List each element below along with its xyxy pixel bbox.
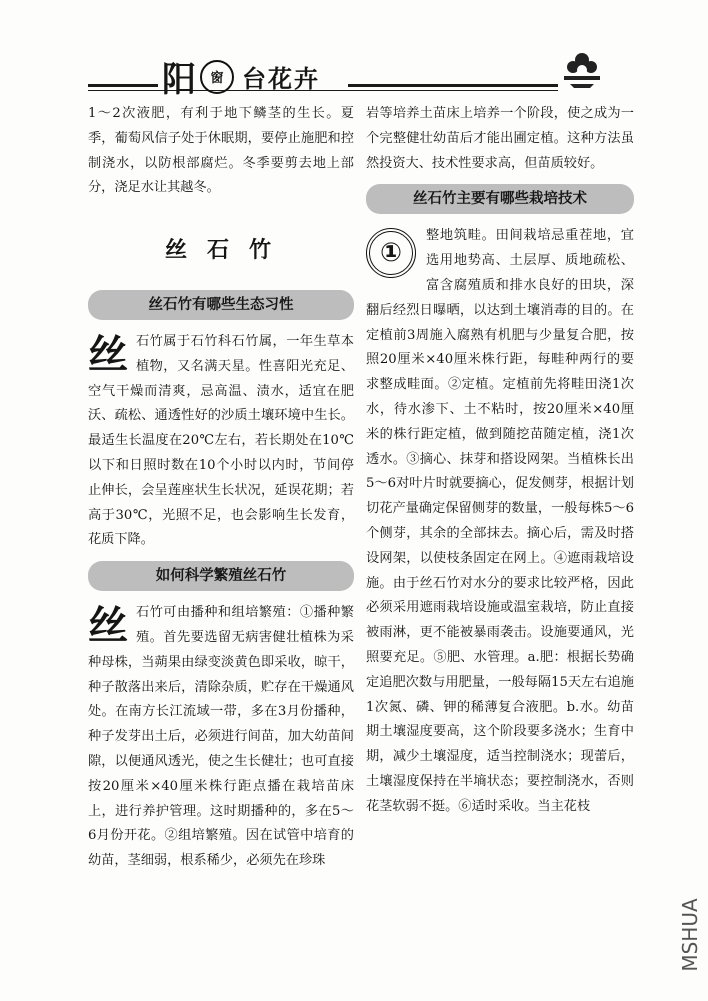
section-text: 整地筑畦。田间栽培忌重茬地，宜选用地势高、土层厚、质地疏松、富含腐殖质和排水良好的田块，深翻后经烈日曝晒，以达到土壤消毒的目的。在定植前3周施入腐熟有机肥与少量复合肥，按照20厘米×40厘米株行距，每畦种两行的要求整成畦面。②定植。定植前先将畦田浇1次水，待水渗下、土不粘时，按20厘米×40厘米的株行距定植，做到随挖苗随定植，浇1次透水。③摘心、抹芽和搭设网架。当植株长出5～6对叶片时就要摘心，促发侧芽，根据计划切花产量确定保留侧芽的数量，一般每株5～6个侧芽，其余的全部抹去。摘心后，需及时搭设网架，以使枝条固定在网上。④遮雨栽培设施。由于丝石竹对水分的要求比较严格，因此必须采用遮雨栽培设施或温室栽培，防止直接被雨淋，更不能被暴雨袭击。设施要通风，光照要充足。⑤肥、水管理。a.肥：根据长势确定追肥次数与用肥量，一般每隔15天左右追施1次氮、磷、钾的稀薄复合液肥。b.水。幼苗期土壤湿度要高，这个阶段要多浇水；生育中期，减少土壤湿度，适当控制浇水；现蕾后，土壤湿度保持在半墒状态；要控制浇水，否则花茎软弱不挺。⑥适时采收。当主花枝 (366, 228, 634, 814)
section-heading-ecology: 丝石竹有哪些生态习性 (88, 290, 354, 320)
section-text: 石竹可由播种和组培繁殖：①播种繁殖。首先要选留无病害健壮植株为采种母株，当蒴果由绿变淡黄色即采收，晾干，种子散落出来后，清除杂质，贮存在干燥通风处。在南方长江流域一带，多在3月份播种，种子发芽出土后，必须进行间苗，加大幼苗间隙，以便通风透光，使之生长健壮；也可直接按20厘米×40厘米株行距点播在栽培苗床上，进行养护管理。这时期播种的，多在5～6月份开花。②组培繁殖。因在试管中培育的幼苗，茎细弱，根系稀少，必须先在珍珠 (88, 605, 354, 869)
column-title-rest: 台花卉 (242, 65, 320, 93)
intro-paragraph: 1～2次液肥，有利于地下鳞茎的生长。夏季，葡萄风信子处于休眠期，要停止施肥和控制浇水，以防根部腐烂。冬季要剪去地上部分，浇足水让其越冬。 (88, 106, 354, 196)
section-body-cultivation (366, 224, 634, 819)
header-rule-right (348, 84, 558, 87)
article-title: 丝石竹 (164, 238, 291, 264)
header-rule-thin (88, 90, 558, 91)
section-body-propagation (88, 601, 354, 874)
page-header (0, 0, 708, 100)
section-heading-cultivation: 丝石竹主要有哪些栽培技术 (366, 184, 634, 214)
continuation-paragraph: 岩等培养土苗床上培养一个阶段，使之成为一个完整健壮幼苗后才能出圃定植。这种方法虽然投资大、技术性要求高，但苗质较好。 (366, 106, 634, 171)
dropcap-character: 丝 (88, 331, 128, 378)
flower-ornament-icon (560, 50, 604, 90)
dropcap-number-badge: ① (366, 228, 416, 278)
header-rule-left (88, 84, 158, 87)
column-title (162, 52, 320, 101)
left-column (88, 102, 354, 874)
column-title-circle: 窗 (200, 60, 234, 94)
dropcap-character: 丝 (88, 603, 128, 650)
watermark (674, 880, 706, 990)
right-column (366, 102, 634, 820)
watermark-text: MSHUA (678, 898, 702, 972)
section-text: 石竹属于石竹科石竹属，一年生草本植物，又名满天星。性喜阳光充足、空气干燥而清爽，忌高温、渍水，适宜在肥沃、疏松、通透性好的沙质土壤环境中生长。最适生长温度在20℃左右，若长期处在10℃以下和日照时数在10个小时以内时，节间停止伸长，会呈莲座状生长状况，延误花期；若高于30℃，光照不足，也会影响生长发育，花质下降。 (88, 333, 354, 548)
section-heading-propagation: 如何科学繁殖丝石竹 (88, 561, 354, 591)
column-title-big: 阳 (162, 60, 196, 100)
section-body-ecology (88, 330, 354, 553)
